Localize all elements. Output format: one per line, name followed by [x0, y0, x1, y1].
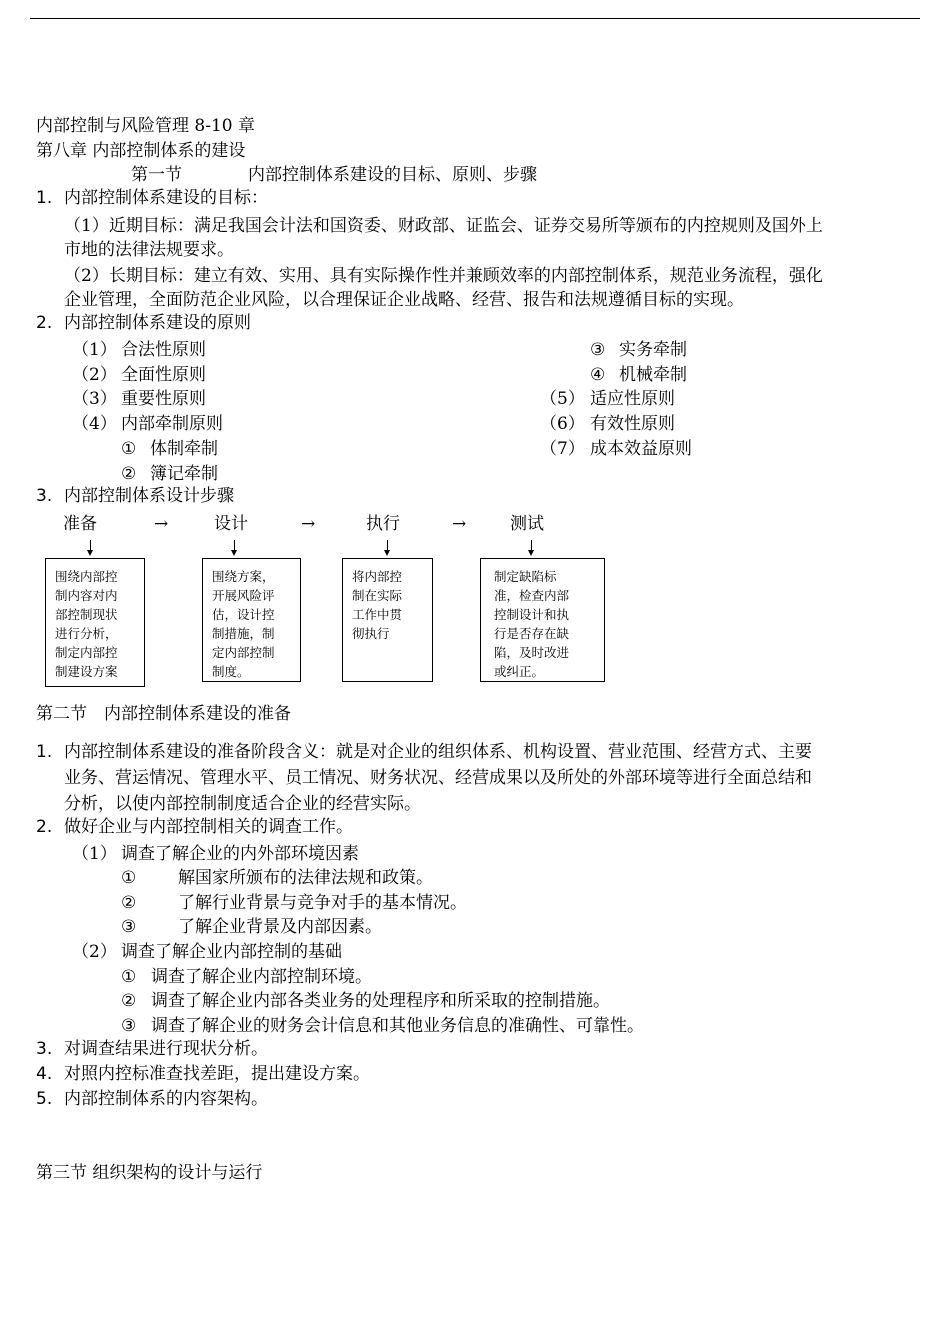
sub-sub-text: 调查了解企业内部控制环境。 — [151, 967, 372, 987]
flow-step-label-prepare: 准备 — [63, 514, 97, 534]
principle-text: 有效性原则 — [590, 414, 675, 434]
list-number: 4. — [36, 1064, 53, 1084]
box-line: 围绕方案， — [212, 569, 275, 584]
flow-arrow-right-icon: → — [154, 514, 169, 534]
sub-sub-number: ② — [121, 893, 137, 913]
sub-sub-number: ③ — [121, 1016, 137, 1036]
principle-number: （2） — [72, 365, 117, 385]
box-line: 准，检查内部 — [494, 588, 570, 603]
principle-number: （6） — [540, 414, 585, 434]
principle-text: 合法性原则 — [121, 340, 206, 360]
list-item-text: 对调查结果进行现状分析。 — [64, 1039, 268, 1059]
section2-heading: 第二节 内部控制体系建设的准备 — [36, 704, 291, 724]
principle-number: （5） — [540, 389, 585, 409]
paragraph-line: 分析，以使内部控制制度适合企业的经营实际。 — [64, 794, 421, 814]
sub-sub-number: ① — [121, 967, 137, 987]
goal-long-term-line1: （2）长期目标：建立有效、实用、具有实际操作性并兼顾效率的内部控制体系，规范业务流程，强化 — [64, 266, 823, 286]
principle-text: 全面性原则 — [121, 365, 206, 385]
box-line: 制措施，制 — [212, 626, 275, 641]
box-line: 制建设方案 — [55, 664, 118, 679]
sub-sub-text: 调查了解企业的财务会计信息和其他业务信息的准确性、可靠性。 — [151, 1016, 644, 1036]
arrow-down-icon — [230, 540, 240, 558]
principle-text: 适应性原则 — [590, 389, 675, 409]
box-line: 行是否存在缺 — [494, 626, 570, 641]
flow-box-design — [202, 558, 301, 682]
list-number: 3. — [36, 1039, 53, 1059]
box-line: 制度。 — [212, 664, 250, 679]
principle-text: 内部牵制原则 — [121, 414, 223, 434]
flow-arrow-right-icon: → — [301, 514, 316, 534]
document-title: 内部控制与风险管理 8-10 章 — [36, 116, 255, 136]
list-number: 5. — [36, 1089, 53, 1109]
arrow-down-icon — [86, 540, 96, 558]
header-rule — [30, 18, 920, 19]
chapter-heading: 第八章 内部控制体系的建设 — [36, 141, 246, 161]
arrow-down-icon — [527, 540, 537, 558]
list-number: 1. — [36, 742, 53, 762]
section1-heading-number: 第一节 — [131, 165, 182, 185]
sub-sub-text: 解国家所颁布的法律法规和政策。 — [178, 868, 433, 888]
paragraph-line: 内部控制体系建设的准备阶段含义：就是对企业的组织体系、机构设置、营业范围、经营方式、主要 — [64, 742, 812, 762]
principle-number: （1） — [72, 340, 117, 360]
sub-principle-number: ② — [121, 464, 137, 484]
list-number: 2. — [36, 817, 53, 837]
box-line: 制定内部控 — [55, 645, 118, 660]
sub-principle-text: 簿记牵制 — [150, 464, 218, 484]
goal-short-term-line1: （1）近期目标：满足我国会计法和国资委、财政部、证监会、证券交易所等颁布的内控规则及国外上 — [64, 216, 823, 236]
list-item-text: 对照内控标准查找差距，提出建设方案。 — [64, 1064, 370, 1084]
sub-item-text: 调查了解企业内部控制的基础 — [121, 942, 342, 962]
sub-sub-text: 调查了解企业内部各类业务的处理程序和所采取的控制措施。 — [151, 991, 610, 1011]
box-line: 陷，及时改进 — [494, 645, 570, 660]
sub-sub-text: 了解行业背景与竞争对手的基本情况。 — [178, 893, 467, 913]
section3-heading: 第三节 组织架构的设计与运行 — [36, 1163, 263, 1183]
box-line: 开展风险评 — [212, 588, 275, 603]
goal-long-term-line2: 企业管理，全面防范企业风险，以合理保证企业战略、经营、报告和法规遵循目标的实现。 — [64, 290, 744, 310]
sub-sub-text: 了解企业背景及内部因素。 — [178, 917, 382, 937]
list-item-text: 内部控制体系的内容架构。 — [64, 1089, 268, 1109]
sub-item-number: （1） — [72, 844, 117, 864]
box-line: 制内容对内 — [55, 588, 118, 603]
sub-principle-text: 实务牵制 — [619, 340, 687, 360]
box-line: 制定缺陷标 — [494, 569, 557, 584]
goal-short-term-line2: 市地的法律法规要求。 — [64, 240, 234, 260]
principle-text: 重要性原则 — [121, 389, 206, 409]
sub-sub-number: ③ — [121, 917, 137, 937]
list-number: 1. — [36, 188, 53, 208]
box-line: 或纠正。 — [494, 664, 545, 679]
flow-box-prepare — [45, 558, 145, 687]
principle-text: 成本效益原则 — [590, 439, 692, 459]
sub-sub-number: ① — [121, 868, 137, 888]
box-line: 制在实际 — [352, 588, 403, 603]
list-item-text: 内部控制体系建设的目标： — [64, 188, 268, 208]
flow-step-label-test: 测试 — [510, 514, 544, 534]
sub-sub-number: ② — [121, 991, 137, 1011]
box-line: 将内部控 — [352, 569, 403, 584]
box-line: 估，设计控 — [212, 607, 275, 622]
sub-principle-text: 体制牵制 — [150, 439, 218, 459]
principle-number: （4） — [72, 414, 117, 434]
box-line: 工作中贯 — [352, 607, 403, 622]
box-line: 围绕内部控 — [55, 569, 118, 584]
flow-arrow-right-icon: → — [452, 514, 467, 534]
list-item-text: 内部控制体系建设的原则 — [64, 313, 251, 333]
principle-number: （7） — [540, 439, 585, 459]
list-item-text: 做好企业与内部控制相关的调查工作。 — [64, 817, 353, 837]
box-line: 部控制现状 — [55, 607, 118, 622]
sub-item-text: 调查了解企业的内外部环境因素 — [121, 844, 359, 864]
flow-step-label-design: 设计 — [214, 514, 248, 534]
section1-heading-text: 内部控制体系建设的目标、原则、步骤 — [248, 165, 537, 185]
flow-step-label-execute: 执行 — [366, 514, 400, 534]
list-number: 2. — [36, 313, 53, 333]
box-line: 进行分析， — [55, 626, 118, 641]
arrow-down-icon — [383, 540, 393, 558]
flow-box-execute — [342, 558, 433, 682]
sub-principle-number: ③ — [590, 340, 606, 360]
sub-principle-number: ① — [121, 439, 137, 459]
sub-item-number: （2） — [72, 942, 117, 962]
box-line: 控制设计和执 — [494, 607, 570, 622]
sub-principle-number: ④ — [590, 365, 606, 385]
flow-box-test — [480, 558, 605, 682]
box-line: 彻执行 — [352, 626, 390, 641]
list-item-text: 内部控制体系设计步骤 — [64, 486, 234, 506]
sub-principle-text: 机械牵制 — [619, 365, 687, 385]
principle-number: （3） — [72, 389, 117, 409]
box-line: 定内部控制 — [212, 645, 275, 660]
paragraph-line: 业务、营运情况、管理水平、员工情况、财务状况、经营成果以及所处的外部环境等进行全面总结和 — [64, 768, 812, 788]
list-number: 3. — [36, 486, 53, 506]
